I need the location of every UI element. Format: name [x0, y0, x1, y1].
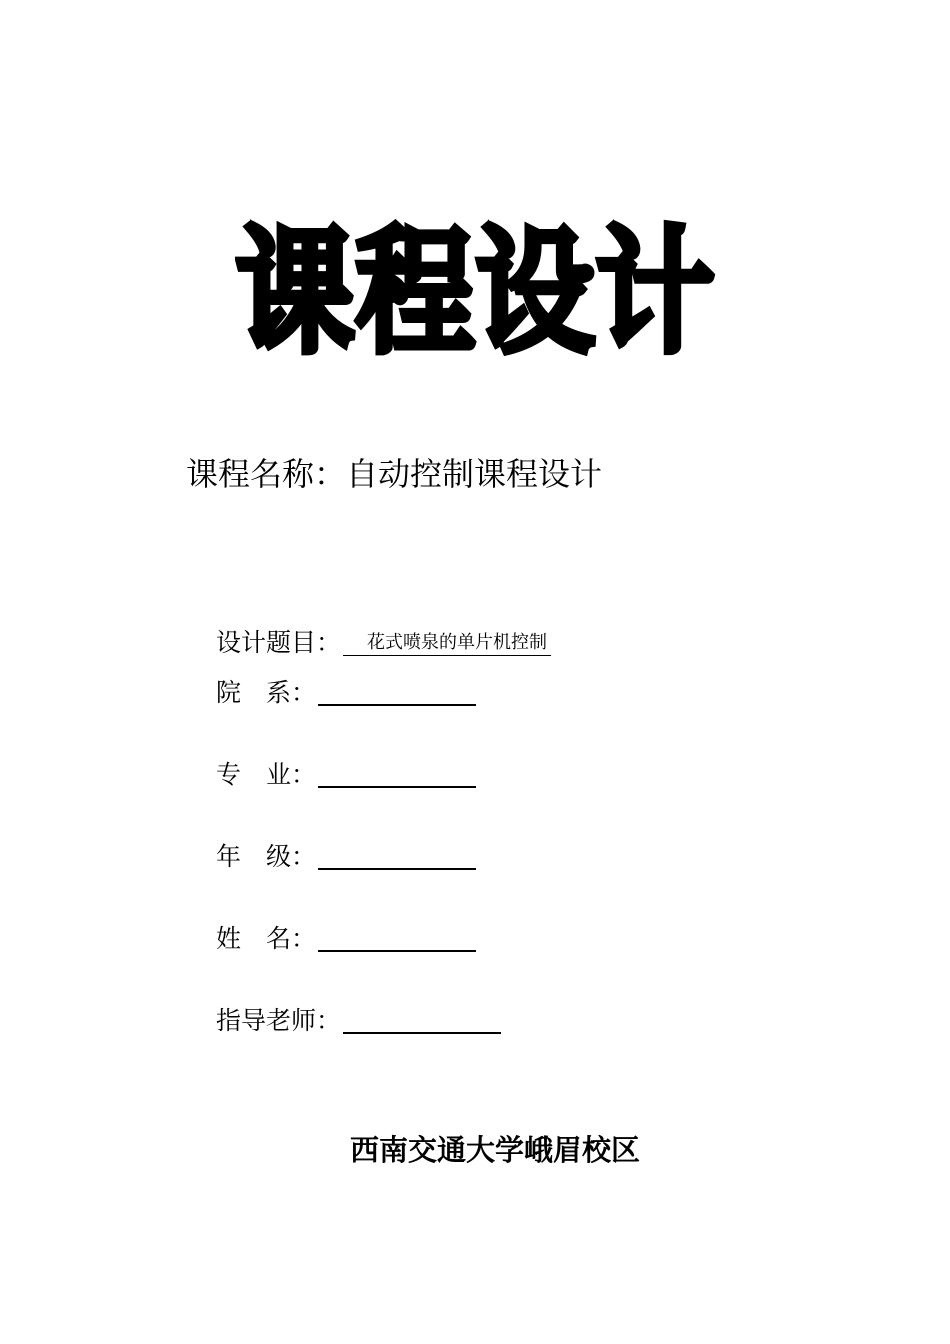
department-field	[216, 676, 476, 710]
grade-field	[216, 840, 476, 874]
major-blank	[318, 760, 476, 788]
name-field	[216, 922, 476, 956]
topic-value: 花式喷泉的单片机控制	[343, 631, 551, 656]
name-label: 姓 名：	[216, 924, 317, 953]
advisor-field	[216, 1004, 501, 1038]
course-name: 课程名称：自动控制课程设计	[186, 455, 603, 493]
department-blank	[318, 678, 476, 706]
grade-blank	[318, 842, 476, 870]
department-label: 院 系：	[216, 678, 317, 707]
major-field	[216, 758, 476, 792]
name-blank	[318, 924, 476, 952]
main-title: 课程设计	[236, 212, 717, 372]
major-label: 专 业：	[216, 760, 317, 789]
topic-label: 设计题目：	[216, 628, 342, 657]
university-name: 西南交通大学峨眉校区	[350, 1133, 641, 1167]
advisor-label: 指导老师：	[216, 1006, 342, 1035]
grade-label: 年 级：	[216, 842, 317, 871]
advisor-blank	[343, 1006, 501, 1034]
topic-field	[216, 626, 551, 660]
